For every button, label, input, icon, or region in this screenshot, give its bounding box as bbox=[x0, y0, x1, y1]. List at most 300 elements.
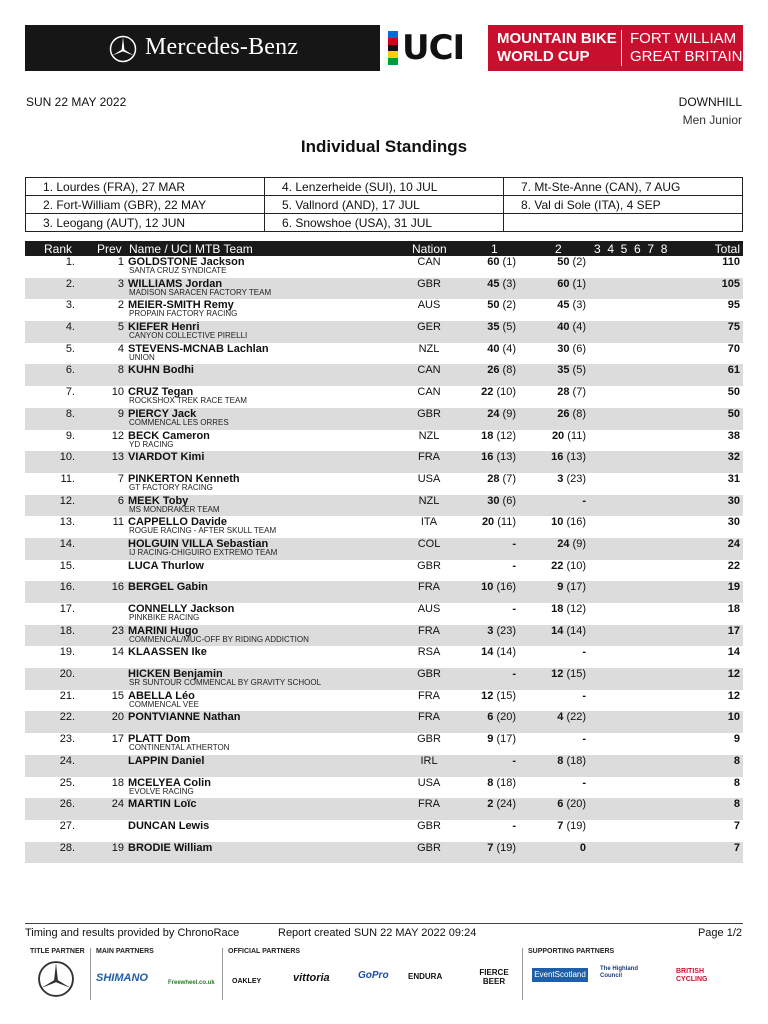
round-2-points: 7 bbox=[557, 819, 564, 832]
round-2-points: 6 bbox=[557, 798, 564, 811]
table-row bbox=[25, 364, 743, 386]
round-2-points: 9 bbox=[557, 581, 564, 594]
rider-name: LAPPIN Daniel bbox=[128, 754, 205, 767]
round-1-position: (3) bbox=[502, 277, 516, 290]
team-name: MADISON SARACEN FACTORY TEAM bbox=[129, 287, 272, 297]
mercedes-star-icon bbox=[109, 35, 137, 63]
highland-council-logo: The Highland Council bbox=[600, 966, 638, 979]
round-1-result bbox=[470, 560, 516, 572]
table-row bbox=[25, 625, 743, 647]
round-2-result bbox=[540, 668, 586, 680]
round-2-points: 40 bbox=[557, 321, 570, 334]
table-row bbox=[25, 451, 743, 473]
table-row bbox=[25, 495, 743, 517]
round-2-points: 20 bbox=[551, 429, 565, 442]
round-cell: 3. Leogang (AUT), 12 JUN bbox=[26, 214, 265, 232]
round-2-result bbox=[540, 733, 586, 745]
table-row bbox=[25, 343, 743, 365]
round-1-points: 18 bbox=[481, 429, 494, 442]
nation-cell: NZL bbox=[418, 342, 440, 355]
team-name: SANTA CRUZ SYNDICATE bbox=[129, 266, 227, 275]
round-2-position: (15) bbox=[566, 668, 586, 681]
round-1-points: - bbox=[512, 559, 516, 572]
nation-cell: GER bbox=[417, 321, 441, 334]
team-name: UNION bbox=[129, 352, 155, 362]
prev-rank-cell: 14 bbox=[111, 646, 124, 659]
nation-cell: FRA bbox=[418, 624, 440, 637]
rider-name: STEVENS-MCNAB Lachlan bbox=[128, 342, 269, 355]
round-2-points: 28 bbox=[557, 386, 570, 399]
round-2-result bbox=[540, 560, 586, 572]
rank-cell: 14. bbox=[59, 537, 75, 550]
round-1-points: 3 bbox=[487, 624, 494, 637]
round-1-position: (19) bbox=[496, 841, 516, 854]
uci-logo bbox=[380, 25, 488, 71]
rider-name: MCELYEA Colin bbox=[128, 776, 211, 789]
round-1-points: 50 bbox=[487, 299, 500, 312]
partner-divider bbox=[90, 948, 91, 1000]
team-name: YD RACING bbox=[129, 439, 174, 449]
rank-cell: 8. bbox=[65, 407, 75, 420]
series-divider bbox=[621, 30, 622, 66]
round-cell: 2. Fort-William (GBR), 22 MAY bbox=[26, 196, 265, 214]
rank-cell: 15. bbox=[59, 559, 75, 572]
team-name: EVOLVE RACING bbox=[129, 786, 194, 796]
team-name: SR SUNTOUR COMMENCAL BY GRAVITY SCHOOL bbox=[129, 678, 322, 688]
team-name: PINKBIKE RACING bbox=[129, 613, 200, 622]
rider-name: MEIER-SMITH Remy bbox=[128, 299, 234, 312]
rank-cell: 4. bbox=[65, 321, 75, 334]
team-name: PROPAIN FACTORY RACING bbox=[129, 309, 238, 319]
round-1-position: (24) bbox=[496, 798, 516, 811]
total-points: 70 bbox=[727, 342, 740, 355]
rank-cell: 16. bbox=[59, 581, 75, 594]
round-2-position: (9) bbox=[572, 537, 586, 550]
footer-divider bbox=[25, 923, 743, 924]
rider-name: PINKERTON Kenneth bbox=[128, 472, 240, 485]
prev-rank-cell: 3 bbox=[117, 277, 124, 290]
partner-label-supporting: SUPPORTING PARTNERS bbox=[528, 948, 615, 955]
round-2-points: 26 bbox=[557, 407, 570, 420]
rider-name: MEEK Toby bbox=[128, 494, 189, 507]
oakley-logo: OAKLEY bbox=[232, 978, 262, 985]
table-row bbox=[25, 646, 743, 668]
round-1-points: - bbox=[512, 819, 516, 832]
total-points: 22 bbox=[727, 559, 740, 572]
total-points: 50 bbox=[727, 407, 740, 420]
team-name: MS MONDRAKER TEAM bbox=[129, 504, 220, 514]
total-points: 75 bbox=[727, 321, 740, 334]
rank-cell: 26. bbox=[59, 798, 75, 811]
prev-rank-cell: 23 bbox=[111, 624, 124, 637]
round-2-points: 30 bbox=[557, 342, 570, 355]
rider-name: KIEFER Henri bbox=[128, 321, 200, 334]
table-row bbox=[25, 430, 743, 452]
table-row bbox=[25, 668, 743, 690]
page-title: Individual Standings bbox=[300, 137, 468, 156]
round-2-result bbox=[540, 299, 586, 311]
round-cell: 8. Val di Sole (ITA), 4 SEP bbox=[504, 196, 743, 214]
report-created: Report created SUN 22 MAY 2022 09:24 bbox=[278, 927, 477, 939]
prev-rank-cell: 15 bbox=[111, 689, 124, 702]
round-1-result bbox=[470, 690, 516, 702]
round-2-position: (2) bbox=[572, 256, 586, 268]
table-row bbox=[25, 278, 743, 300]
round-cell: 6. Snowshoe (USA), 31 JUL bbox=[265, 214, 504, 232]
rounds-row bbox=[26, 196, 743, 214]
round-2-position: (18) bbox=[566, 754, 586, 767]
round-2-points: 35 bbox=[557, 364, 570, 377]
round-1-points: 35 bbox=[487, 321, 500, 334]
round-2-position: (6) bbox=[572, 342, 586, 355]
round-2-result bbox=[540, 603, 586, 615]
rider-name: BRODIE William bbox=[128, 841, 213, 854]
gopro-logo: GoPro bbox=[358, 970, 389, 981]
round-cell: 5. Vallnord (AND), 17 JUL bbox=[265, 196, 504, 214]
partner-label-official: OFFICIAL PARTNERS bbox=[228, 948, 301, 955]
team-name: CANYON COLLECTIVE PIRELLI bbox=[129, 331, 248, 341]
round-1-position: (17) bbox=[496, 733, 516, 746]
round-1-result bbox=[470, 777, 516, 789]
header-prev: Prev bbox=[97, 242, 122, 256]
rider-name: HICKEN Benjamin bbox=[128, 668, 223, 681]
rider-name: WILLIAMS Jordan bbox=[128, 277, 223, 290]
round-1-points: 12 bbox=[481, 689, 494, 702]
round-1-points: 7 bbox=[487, 841, 494, 854]
team-name: GT FACTORY RACING bbox=[129, 482, 213, 492]
event-date: SUN 22 MAY 2022 bbox=[26, 95, 127, 109]
uci-stripes-icon bbox=[388, 31, 398, 65]
round-cell bbox=[504, 214, 743, 232]
table-row bbox=[25, 798, 743, 820]
round-2-points: 16 bbox=[551, 451, 564, 464]
rank-cell: 22. bbox=[59, 711, 75, 724]
rounds-row bbox=[26, 178, 743, 196]
rider-name: MARINI Hugo bbox=[128, 624, 199, 637]
series-name bbox=[497, 30, 617, 66]
round-2-result bbox=[540, 278, 586, 290]
round-1-position: (13) bbox=[496, 451, 516, 464]
rider-name: GOLDSTONE Jackson bbox=[128, 256, 245, 268]
nation-cell: FRA bbox=[418, 689, 440, 702]
nation-cell: USA bbox=[417, 776, 441, 789]
header-round-1: 1 bbox=[491, 242, 498, 256]
table-row bbox=[25, 690, 743, 712]
nation-cell: COL bbox=[417, 537, 441, 550]
total-points: 10 bbox=[727, 711, 740, 724]
brand-name: Mercedes-Benz bbox=[145, 34, 299, 60]
table-row bbox=[25, 755, 743, 777]
round-2-result bbox=[540, 473, 586, 485]
freewheel-logo: Freewheel.co.uk bbox=[168, 980, 215, 986]
round-2-position: (3) bbox=[572, 299, 586, 312]
round-2-position: (12) bbox=[566, 603, 586, 615]
round-2-result bbox=[540, 538, 586, 550]
prev-rank-cell: 6 bbox=[117, 494, 124, 507]
total-points: 32 bbox=[727, 451, 740, 464]
nation-cell: CAN bbox=[417, 256, 441, 268]
rank-cell: 5. bbox=[65, 342, 75, 355]
total-points: 50 bbox=[727, 386, 740, 399]
round-1-result bbox=[470, 451, 516, 463]
round-1-points: 20 bbox=[481, 516, 495, 529]
round-1-result bbox=[470, 386, 516, 398]
rank-cell: 27. bbox=[59, 819, 75, 832]
total-points: 12 bbox=[727, 668, 740, 681]
round-2-position: (22) bbox=[566, 711, 586, 724]
round-2-points: 60 bbox=[557, 277, 570, 290]
prev-rank-cell: 4 bbox=[117, 342, 124, 355]
rider-name: CONNELLY Jackson bbox=[128, 603, 235, 615]
round-2-position: (19) bbox=[566, 819, 586, 832]
table-row bbox=[25, 256, 743, 278]
total-points: 30 bbox=[727, 494, 740, 507]
round-2-position: (7) bbox=[572, 386, 586, 399]
nation-cell: FRA bbox=[418, 581, 440, 594]
rank-cell: 25. bbox=[59, 776, 75, 789]
nation-cell: NZL bbox=[418, 494, 440, 507]
round-2-position: (20) bbox=[566, 798, 586, 811]
round-1-result bbox=[470, 798, 516, 810]
round-1-result bbox=[470, 842, 516, 854]
category: Men Junior bbox=[682, 113, 742, 127]
round-1-points: 30 bbox=[487, 494, 500, 507]
discipline: DOWNHILL bbox=[678, 95, 742, 109]
team-name: COMMENCAL VEE bbox=[129, 699, 199, 709]
round-1-position: (11) bbox=[497, 516, 516, 529]
rider-name: BECK Cameron bbox=[128, 429, 210, 442]
round-cell: 1. Lourdes (FRA), 27 MAR bbox=[26, 178, 265, 196]
round-1-points: 8 bbox=[487, 776, 494, 789]
rank-cell: 2. bbox=[65, 277, 75, 290]
round-1-result bbox=[470, 473, 516, 485]
round-1-position: (7) bbox=[502, 472, 516, 485]
prev-rank-cell: 5 bbox=[117, 321, 124, 334]
prev-rank-cell: 8 bbox=[117, 364, 124, 377]
round-1-result bbox=[470, 711, 516, 723]
rank-cell: 20. bbox=[59, 668, 75, 681]
round-1-position: (4) bbox=[502, 342, 516, 355]
table-row bbox=[25, 386, 743, 408]
total-points: 24 bbox=[727, 537, 740, 550]
round-1-result bbox=[470, 495, 516, 507]
rider-name: ABELLA Léo bbox=[128, 689, 195, 702]
round-2-result bbox=[540, 408, 586, 420]
rank-cell: 21. bbox=[59, 689, 75, 702]
round-2-result bbox=[540, 798, 586, 810]
partner-divider bbox=[222, 948, 223, 1000]
round-2-result bbox=[540, 364, 586, 376]
prev-rank-cell: 1 bbox=[117, 256, 124, 268]
round-1-position: (16) bbox=[496, 581, 516, 594]
round-2-position: (14) bbox=[566, 624, 586, 637]
total-points: 19 bbox=[727, 581, 740, 594]
table-row bbox=[25, 777, 743, 799]
round-1-points: 2 bbox=[487, 798, 494, 811]
round-2-result bbox=[540, 516, 586, 528]
table-row bbox=[25, 820, 743, 842]
prev-rank-cell: 12 bbox=[111, 429, 124, 442]
table-row bbox=[25, 473, 743, 495]
table-row bbox=[25, 711, 743, 733]
venue-line-2: GREAT BRITAIN bbox=[630, 48, 743, 65]
round-1-points: 22 bbox=[481, 386, 494, 399]
round-1-points: 60 bbox=[487, 256, 500, 268]
nation-cell: GBR bbox=[417, 819, 441, 832]
round-1-result bbox=[470, 430, 516, 442]
round-2-result bbox=[540, 430, 586, 442]
rider-name: HOLGUIN VILLA Sebastian bbox=[128, 537, 269, 550]
prev-rank-cell: 7 bbox=[117, 472, 124, 485]
rider-name: DUNCAN Lewis bbox=[128, 819, 210, 832]
rank-cell: 1. bbox=[65, 256, 75, 268]
round-2-position: (10) bbox=[566, 559, 586, 572]
round-1-result bbox=[470, 603, 516, 615]
round-1-position: (5) bbox=[502, 321, 516, 334]
eventscotland-logo: EventScotland bbox=[532, 968, 588, 982]
round-2-points: 18 bbox=[551, 603, 564, 615]
round-1-result bbox=[470, 625, 516, 637]
total-points: 8 bbox=[733, 798, 740, 811]
round-1-position: (10) bbox=[496, 386, 516, 399]
round-2-result bbox=[540, 256, 586, 268]
round-1-position: (1) bbox=[502, 256, 516, 268]
total-points: 18 bbox=[727, 603, 740, 615]
vittoria-logo: vittoria bbox=[293, 972, 330, 984]
round-2-result bbox=[540, 820, 586, 832]
round-1-points: - bbox=[512, 754, 516, 767]
round-cell: 7. Mt-Ste-Anne (CAN), 7 AUG bbox=[504, 178, 743, 196]
nation-cell: FRA bbox=[418, 798, 440, 811]
rank-cell: 7. bbox=[65, 386, 75, 399]
round-1-points: 24 bbox=[487, 407, 500, 420]
rider-name: BERGEL Gabin bbox=[128, 581, 208, 594]
rider-name: CRUZ Tegan bbox=[128, 386, 194, 399]
round-1-result bbox=[470, 364, 516, 376]
round-2-points: - bbox=[582, 776, 586, 789]
team-name: COMMENCAL LES ORRES bbox=[129, 417, 229, 427]
round-1-result bbox=[470, 516, 516, 528]
round-1-result bbox=[470, 256, 516, 268]
round-1-result bbox=[470, 668, 516, 680]
round-2-points: - bbox=[582, 646, 586, 659]
round-1-result bbox=[470, 646, 516, 658]
total-points: 9 bbox=[733, 733, 740, 746]
round-2-points: - bbox=[582, 689, 586, 702]
shimano-logo: SHIMANO bbox=[96, 972, 148, 984]
rank-cell: 9. bbox=[65, 429, 75, 442]
partner-label-title: TITLE PARTNER bbox=[30, 948, 85, 955]
rider-name: CAPPELLO Davide bbox=[128, 516, 228, 529]
round-1-points: 14 bbox=[481, 646, 494, 659]
round-1-position: (6) bbox=[502, 494, 516, 507]
total-points: 105 bbox=[721, 277, 740, 290]
round-1-result bbox=[470, 755, 516, 767]
table-row bbox=[25, 733, 743, 755]
prev-rank-cell: 18 bbox=[111, 776, 124, 789]
total-points: 8 bbox=[733, 776, 740, 789]
rider-name: KLAASSEN Ike bbox=[128, 646, 207, 659]
round-2-result bbox=[540, 625, 586, 637]
header-round-2: 2 bbox=[555, 242, 562, 256]
round-2-result bbox=[540, 842, 586, 854]
round-2-position: (5) bbox=[572, 364, 586, 377]
series-line-2: WORLD CUP bbox=[497, 48, 590, 65]
total-points: 61 bbox=[727, 364, 740, 377]
rider-name: VIARDOT Kimi bbox=[128, 451, 205, 464]
round-cell: 4. Lenzerheide (SUI), 10 JUL bbox=[265, 178, 504, 196]
round-2-position: (16) bbox=[566, 516, 586, 529]
venue-name bbox=[630, 30, 743, 66]
total-points: 17 bbox=[727, 624, 740, 637]
round-1-result bbox=[470, 538, 516, 550]
round-1-result bbox=[470, 408, 516, 420]
prev-rank-cell: 17 bbox=[111, 733, 124, 746]
table-row bbox=[25, 408, 743, 430]
round-2-result bbox=[540, 646, 586, 658]
header-rank: Rank bbox=[44, 242, 73, 256]
round-2-points: 50 bbox=[557, 256, 570, 268]
prev-rank-cell: 19 bbox=[111, 841, 124, 854]
rank-cell: 12. bbox=[59, 494, 75, 507]
round-2-position: (13) bbox=[566, 451, 586, 464]
total-points: 14 bbox=[727, 646, 740, 659]
header-total: Total bbox=[714, 242, 740, 256]
rounds-row bbox=[26, 214, 743, 232]
round-1-points: 28 bbox=[487, 472, 500, 485]
nation-cell: FRA bbox=[418, 451, 440, 464]
round-2-points: 3 bbox=[557, 472, 564, 485]
round-2-result bbox=[540, 343, 586, 355]
round-2-result bbox=[540, 386, 586, 398]
rank-cell: 3. bbox=[65, 299, 75, 312]
round-2-result bbox=[540, 777, 586, 789]
nation-cell: ITA bbox=[420, 516, 438, 529]
nation-cell: CAN bbox=[417, 364, 441, 377]
timing-credit: Timing and results provided by ChronoRace bbox=[25, 927, 240, 939]
round-1-points: 10 bbox=[481, 581, 494, 594]
endura-logo: ENDURA bbox=[408, 972, 443, 981]
series-line-1: MOUNTAIN BIKE bbox=[497, 30, 617, 47]
round-2-result bbox=[540, 581, 586, 593]
total-points: 38 bbox=[727, 429, 740, 442]
header-name: Name / UCI MTB Team bbox=[129, 242, 253, 256]
round-1-result bbox=[470, 299, 516, 311]
table-row bbox=[25, 299, 743, 321]
round-1-result bbox=[470, 321, 516, 333]
round-2-result bbox=[540, 690, 586, 702]
total-points: 30 bbox=[727, 516, 740, 529]
prev-rank-cell: 13 bbox=[111, 451, 124, 464]
round-2-points: 0 bbox=[579, 841, 586, 854]
team-name: IJ RACING-CHIGUIRO EXTREMO TEAM bbox=[129, 547, 278, 557]
round-2-points: 22 bbox=[551, 559, 564, 572]
round-2-points: 14 bbox=[551, 624, 564, 637]
table-row bbox=[25, 603, 743, 625]
rank-cell: 6. bbox=[65, 364, 75, 377]
round-1-position: (8) bbox=[502, 364, 516, 377]
round-1-result bbox=[470, 733, 516, 745]
round-2-position: (11) bbox=[567, 429, 586, 442]
nation-cell: FRA bbox=[418, 711, 440, 724]
rank-cell: 11. bbox=[60, 472, 75, 485]
round-2-points: 10 bbox=[551, 516, 564, 529]
fierce-beer-logo: FIERCE BEER bbox=[479, 968, 509, 986]
round-2-points: 8 bbox=[557, 754, 564, 767]
venue-line-1: FORT WILLIAM bbox=[630, 30, 737, 47]
total-points: 8 bbox=[733, 754, 740, 767]
round-1-result bbox=[470, 278, 516, 290]
